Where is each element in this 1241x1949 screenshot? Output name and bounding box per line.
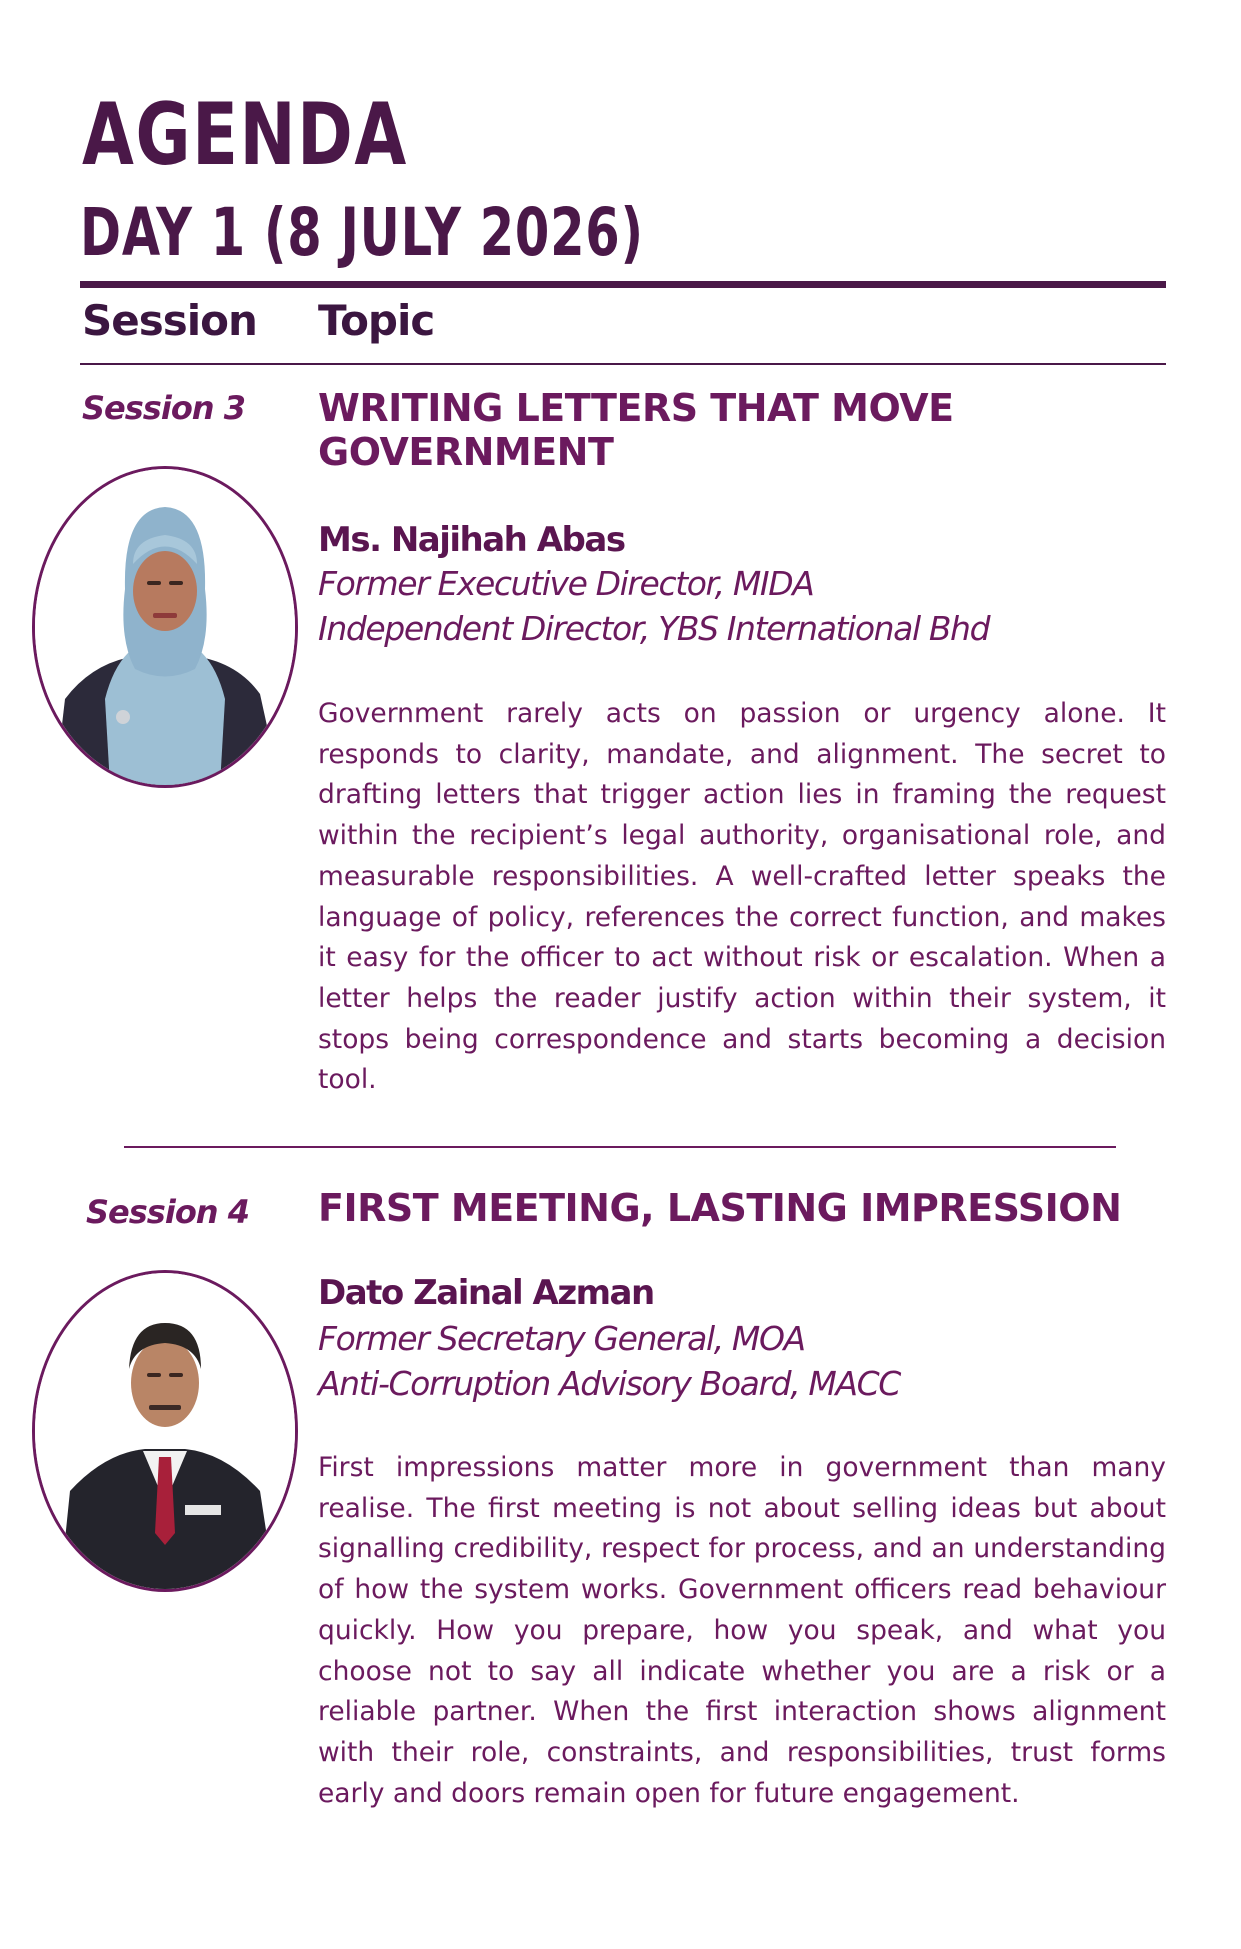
column-header-topic: Topic <box>318 296 435 345</box>
session-3-speaker-name: Ms. Najihah Abas <box>318 520 625 560</box>
session-3-speaker-role-1: Former Executive Director, MIDA <box>318 564 814 603</box>
speaker-portrait-icon <box>35 1273 295 1589</box>
speaker-photo-zainal <box>32 1270 298 1592</box>
session-3-speaker-role-2: Independent Director, YBS International Bhd <box>318 609 990 648</box>
session-4-speaker-name: Dato Zainal Azman <box>318 1273 654 1313</box>
speaker-portrait-icon <box>35 469 295 785</box>
session-3-label: Session 3 <box>82 389 245 427</box>
session-4-description: First impressions matter more in government than many realise. The first meeting is not about selling ideas but about signalling credibility, respect for process, and an understanding of how the system works. Government officers read behaviour quickly. How you prepare, how you speak, and what you choose not to say all indicate whether you are a risk or a reliable partner. When the first interaction shows alignment with their role, constraints, and responsibilities, trust forms early and doors remain open for future engagement. <box>318 1452 1166 1809</box>
column-header-rule <box>80 363 1166 365</box>
session-4-label: Session 4 <box>86 1193 249 1231</box>
session-divider <box>124 1146 1116 1148</box>
agenda-title: AGENDA <box>82 85 408 185</box>
session-4-speaker-role-1: Former Secretary General, MOA <box>318 1319 805 1358</box>
header-rule <box>80 281 1166 288</box>
speaker-photo-najihah <box>32 466 298 788</box>
day-subtitle: DAY 1 (8 JULY 2026) <box>80 194 644 271</box>
session-3-description: Government rarely acts on passion or urgency alone. It responds to clarity, mandate, and alignment. The secret to drafting letters that trigger action lies in framing the request within the recipient’s legal authority, organisational role, and measurable responsibilities. A well-crafted letter speaks the language of policy, references the correct function, and makes it easy for the officer to act without risk or escalation. When a letter helps the reader justify action within their system, it stops being correspondence and starts becoming a decision tool. <box>318 698 1166 1096</box>
session-4-speaker-role-2: Anti-Corruption Advisory Board, MACC <box>318 1364 900 1403</box>
session-4-topic: FIRST MEETING, LASTING IMPRESSION <box>318 1186 1122 1230</box>
column-header-session: Session <box>82 296 257 345</box>
session-3-topic: WRITING LETTERS THAT MOVE GOVERNMENT <box>318 386 954 474</box>
